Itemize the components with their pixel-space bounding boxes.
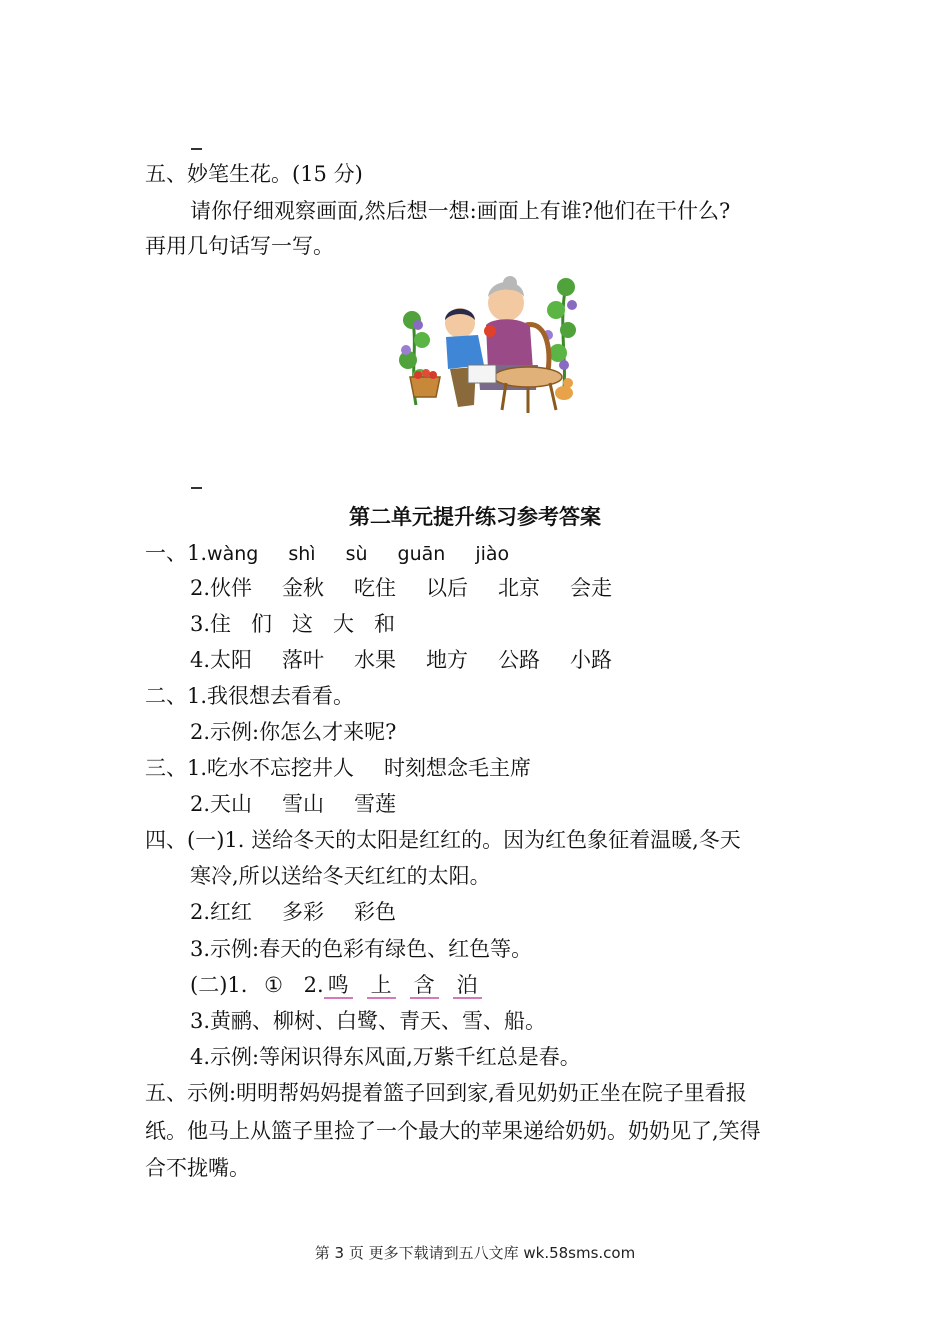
word: 时刻想念毛主席 — [384, 756, 532, 780]
word: 天山 — [210, 792, 253, 816]
answer-2-line1: 二、1.我很想去看看。 — [145, 684, 355, 708]
answer-5-line3: 合不拢嘴。 — [145, 1156, 250, 1180]
word: 落叶 — [282, 648, 325, 672]
answer-number: 2. — [190, 576, 211, 600]
word: 红红 — [210, 900, 253, 924]
answer-2-line2: 2.示例:你怎么才来呢? — [190, 720, 397, 744]
word: 会走 — [570, 576, 613, 600]
answer-number: 2. — [190, 900, 211, 924]
answer-4-line5 — [190, 971, 496, 999]
answer-4-line3 — [190, 898, 396, 926]
word: 多彩 — [282, 900, 325, 924]
answer-5-line2: 纸。他马上从篮子里捡了一个最大的苹果递给奶奶。奶奶见了,笑得 — [145, 1119, 761, 1143]
answer-4-line7: 4.示例:等闲识得东风面,万紫千红总是春。 — [190, 1045, 581, 1069]
table — [494, 367, 562, 413]
underlined-character: 含 — [410, 973, 439, 999]
newspaper — [468, 365, 496, 383]
answer-3-line1 — [145, 754, 531, 782]
pinyin-3: sù — [345, 543, 368, 565]
answer-number: 4. — [190, 648, 211, 672]
word: 北京 — [498, 576, 541, 600]
answer-4-line6: 3.黄鹂、柳树、白鹭、青天、雪、船。 — [190, 1009, 547, 1033]
pinyin-1: wàng — [207, 543, 259, 565]
word: 太阳 — [210, 648, 253, 672]
circled-number: ① — [264, 973, 283, 997]
word: 彩色 — [354, 900, 397, 924]
word: 公路 — [498, 648, 541, 672]
pinyin-4: guān — [397, 543, 446, 565]
word: 雪莲 — [354, 792, 397, 816]
answer-4-sub2-prefix: (二)1. — [190, 973, 248, 997]
word: 这 — [292, 612, 314, 636]
word: 吃水不忘挖井人 — [207, 756, 355, 780]
underlined-character: 上 — [367, 973, 396, 999]
answer-number: 3. — [190, 612, 211, 636]
grandmother-and-boy-illustration — [398, 265, 578, 420]
dash-mark-top — [191, 148, 202, 150]
word: 小路 — [570, 648, 613, 672]
word: 地方 — [426, 648, 469, 672]
word: 金秋 — [282, 576, 325, 600]
basket — [410, 369, 440, 397]
answer-1-line3 — [190, 610, 395, 638]
page-footer: 第 3 页 更多下载请到五八文库 wk.58sms.com — [314, 1244, 636, 1262]
answer-3-prefix: 三、1. — [145, 756, 208, 780]
answer-number: 2. — [190, 792, 211, 816]
pinyin-2: shì — [288, 543, 316, 565]
word: 大 — [333, 612, 355, 636]
word: 和 — [374, 612, 396, 636]
section5-prompt-line1: 请你仔细观察画面,然后想一想:画面上有谁?他们在干什么? — [190, 199, 731, 223]
answer-1-prefix: 一、1. — [145, 541, 208, 565]
pinyin-5: jiào — [475, 543, 510, 565]
dash-mark-middle — [191, 487, 202, 489]
answer-4-line4: 3.示例:春天的色彩有绿色、红色等。 — [190, 937, 533, 961]
word: 以后 — [426, 576, 469, 600]
word: 住 — [210, 612, 232, 636]
answer-4-line2: 寒冷,所以送给冬天红红的太阳。 — [190, 864, 491, 888]
answer-1-line2 — [190, 574, 612, 602]
section5-prompt-line2: 再用几句话写一写。 — [145, 234, 334, 258]
answer-4-line1: 四、(一)1. 送给冬天的太阳是红红的。因为红色象征着温暖,冬天 — [145, 828, 741, 852]
word: 们 — [251, 612, 273, 636]
answer-1-line4 — [190, 646, 612, 674]
word: 伙伴 — [210, 576, 253, 600]
word: 雪山 — [282, 792, 325, 816]
answer-1-line1 — [145, 539, 509, 568]
answer-number: 2. — [303, 973, 324, 997]
underlined-character: 鸣 — [324, 973, 353, 999]
word: 吃住 — [354, 576, 397, 600]
section5-heading: 五、妙笔生花。(15 分) — [145, 162, 363, 186]
underlined-character: 泊 — [453, 973, 482, 999]
answers-title: 第二单元提升练习参考答案 — [349, 504, 601, 529]
word: 水果 — [354, 648, 397, 672]
answer-5-line1: 五、示例:明明帮妈妈提着篮子回到家,看见奶奶正坐在院子里看报 — [145, 1081, 747, 1105]
answer-3-line2 — [190, 790, 396, 818]
